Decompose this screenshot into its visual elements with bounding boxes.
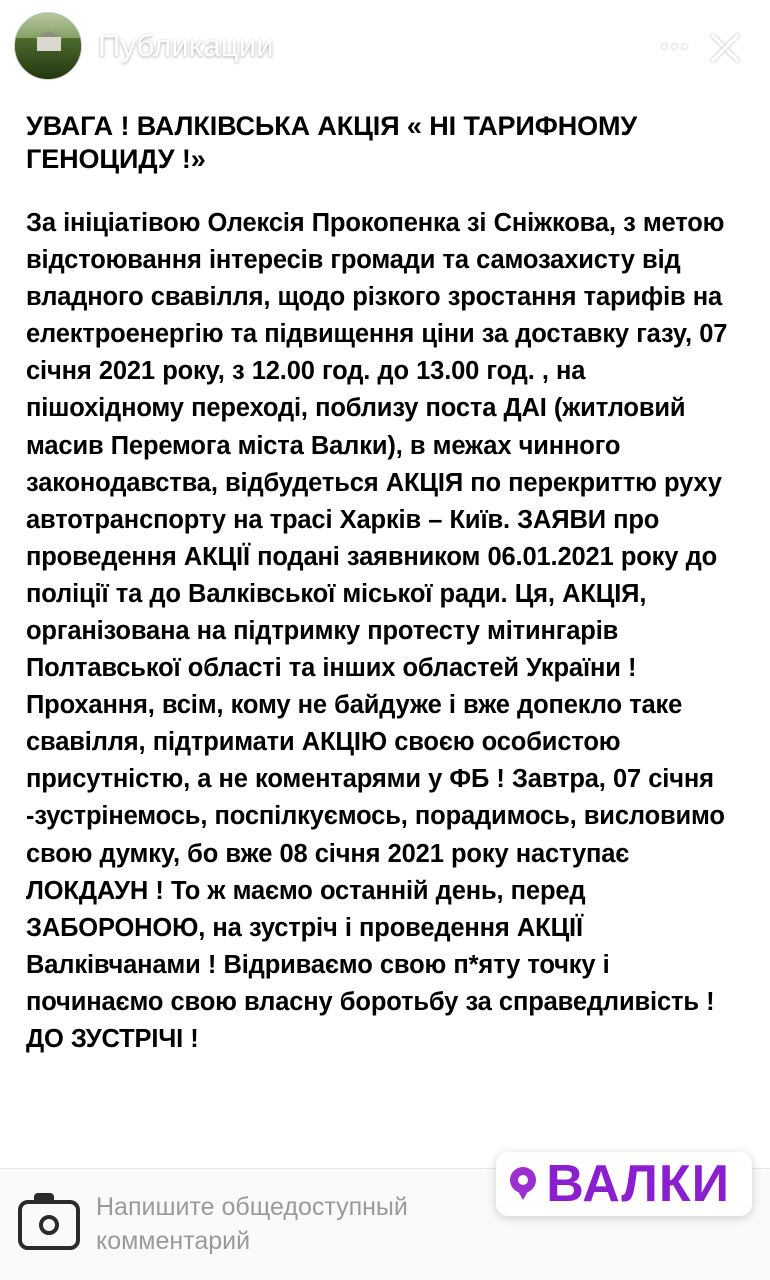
camera-bump (34, 1193, 54, 1201)
dot-2 (672, 44, 677, 49)
comment-input[interactable]: Напишите общедоступный комментарий (96, 1192, 408, 1255)
avatar-house (37, 37, 61, 51)
post-body: За ініціатівою Олексія Прокопенка зі Сніжкова, з метою відстоювання інтересів громади та самозахисту від владного свавілля, щодо різкого зростання тарифів на електроенергію та підвищення ціни за доставку газу, 07 січня 2021 року, з 12.00 год. до 13.00 год. , на пішохідному переході, поблизу поста ДАІ (житловий масив Перемога міста Валки), в межах чинного законодавства, відбудеться АКЦІЯ по перекриттю руху автотранспорту на трасі Харків – Київ. ЗАЯВИ про проведення АКЦІЇ подані заявником 06.01.2021 року до поліції та до Валківської міської ради. Ця, АКЦІЯ, організована на підтримку протесту мітингарів Полтавської області та інших областей України ! Прохання, всім, кому не байдуже і вже допекло таке свавілля, підтримати АКЦІЮ своєю особистою присутністю, а не коментарями у ФБ ! Завтра, 07 січня -зустрінемось, поспілкуємось, порадимось, висловимо свою думку, бо вже 08 січня 2021 року наступає ЛОКДАУН ! То ж маємо останній день, перед ЗАБОРОНОЮ, на зустріч і проведення АКЦІЇ Валківчанами ! Відриваємо свою п*яту точку і починаємо свою власну боротьбу за справедливість ! ДО ЗУСТРІЧІ ! (26, 208, 728, 1053)
more-options-icon[interactable] (656, 28, 692, 64)
dot-3 (682, 44, 687, 49)
location-label: ВАЛКИ (546, 1155, 730, 1213)
post-container (0, 96, 770, 1058)
close-icon[interactable] (702, 23, 748, 69)
location-sticker[interactable] (496, 1152, 752, 1216)
avatar[interactable] (14, 12, 82, 80)
location-pin-icon (508, 1165, 538, 1203)
camera-lens (39, 1215, 59, 1235)
dot-1 (662, 44, 667, 49)
camera-icon[interactable] (18, 1200, 80, 1250)
post-title: УВАГА ! ВАЛКІВСЬКА АКЦІЯ « НІ ТАРИФНОМУ ГЕНОЦИДУ !» (26, 111, 638, 175)
story-header (0, 0, 770, 92)
page-title: Публикации (98, 28, 274, 63)
pin-tip (515, 1186, 531, 1200)
